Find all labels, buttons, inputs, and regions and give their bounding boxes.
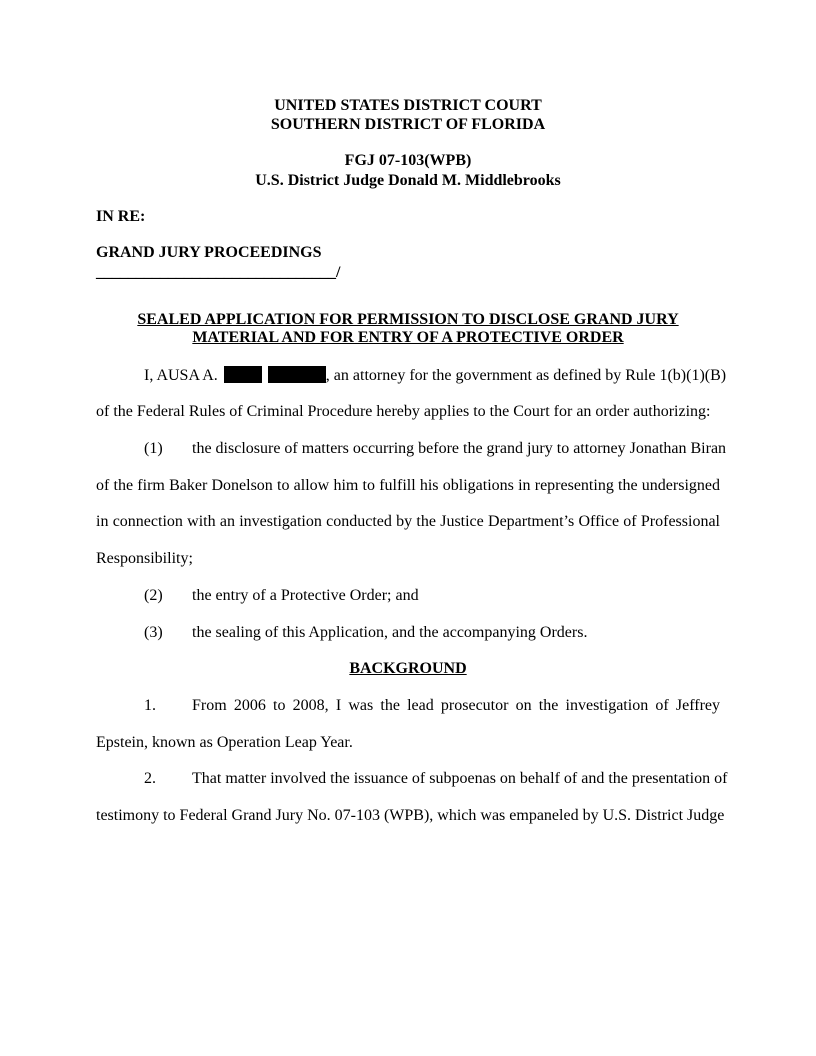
court-district: SOUTHERN DISTRICT OF FLORIDA bbox=[270, 116, 546, 133]
paragraph-text: testimony to Federal Grand Jury No. 07-103 (WPB), which was empaneled by U.S. District Judge bbox=[96, 807, 725, 824]
matter-title: GRAND JURY PROCEEDINGS bbox=[96, 244, 322, 261]
intro-suffix: , an attorney for the government as defined by Rule 1(b)(1)(B) bbox=[325, 367, 727, 384]
item-text: the sealing of this Application, and the accompanying Orders. bbox=[192, 624, 588, 641]
intro-line2: of the Federal Rules of Criminal Procedure hereby applies to the Court for an order authorizing: bbox=[96, 403, 711, 420]
document-title-line1: SEALED APPLICATION FOR PERMISSION TO DISCLOSE GRAND JURY bbox=[137, 311, 679, 328]
paragraph-number: 2. bbox=[144, 770, 156, 787]
section-heading: BACKGROUND bbox=[349, 660, 467, 677]
intro-prefix: I, AUSA A. bbox=[144, 367, 218, 384]
in-re-label: IN RE: bbox=[96, 208, 146, 225]
court-name: UNITED STATES DISTRICT COURT bbox=[274, 97, 542, 114]
paragraph-text: From 2006 to 2008, I was the lead prosecutor on the investigation of Jeffrey bbox=[192, 697, 720, 714]
judge-name: U.S. District Judge Donald M. Middlebrooks bbox=[255, 172, 561, 189]
redaction-block bbox=[268, 366, 326, 383]
intro-line1 bbox=[144, 366, 727, 385]
item-text: of the firm Baker Donelson to allow him to fulfill his obligations in representing the undersigned bbox=[96, 477, 720, 494]
item-text: the entry of a Protective Order; and bbox=[192, 587, 419, 604]
document-title-line2: MATERIAL AND FOR ENTRY OF A PROTECTIVE ORDER bbox=[192, 329, 624, 346]
paragraph-text: That matter involved the issuance of subpoenas on behalf of and the presentation of bbox=[192, 770, 728, 787]
item-text: in connection with an investigation conducted by the Justice Department’s Office of Professional bbox=[96, 513, 720, 530]
redaction-block bbox=[224, 366, 262, 383]
item-number: (3) bbox=[144, 624, 163, 641]
paragraph-number: 1. bbox=[144, 697, 156, 714]
item-text: Responsibility; bbox=[96, 550, 193, 567]
paragraph-text: Epstein, known as Operation Leap Year. bbox=[96, 734, 353, 751]
caption-signature-line: ______________________________/ bbox=[96, 264, 341, 281]
item-text: the disclosure of matters occurring before the grand jury to attorney Jonathan Biran bbox=[192, 440, 727, 457]
item-number: (2) bbox=[144, 587, 163, 604]
item-number: (1) bbox=[144, 440, 163, 457]
case-number: FGJ 07-103(WPB) bbox=[344, 152, 472, 169]
